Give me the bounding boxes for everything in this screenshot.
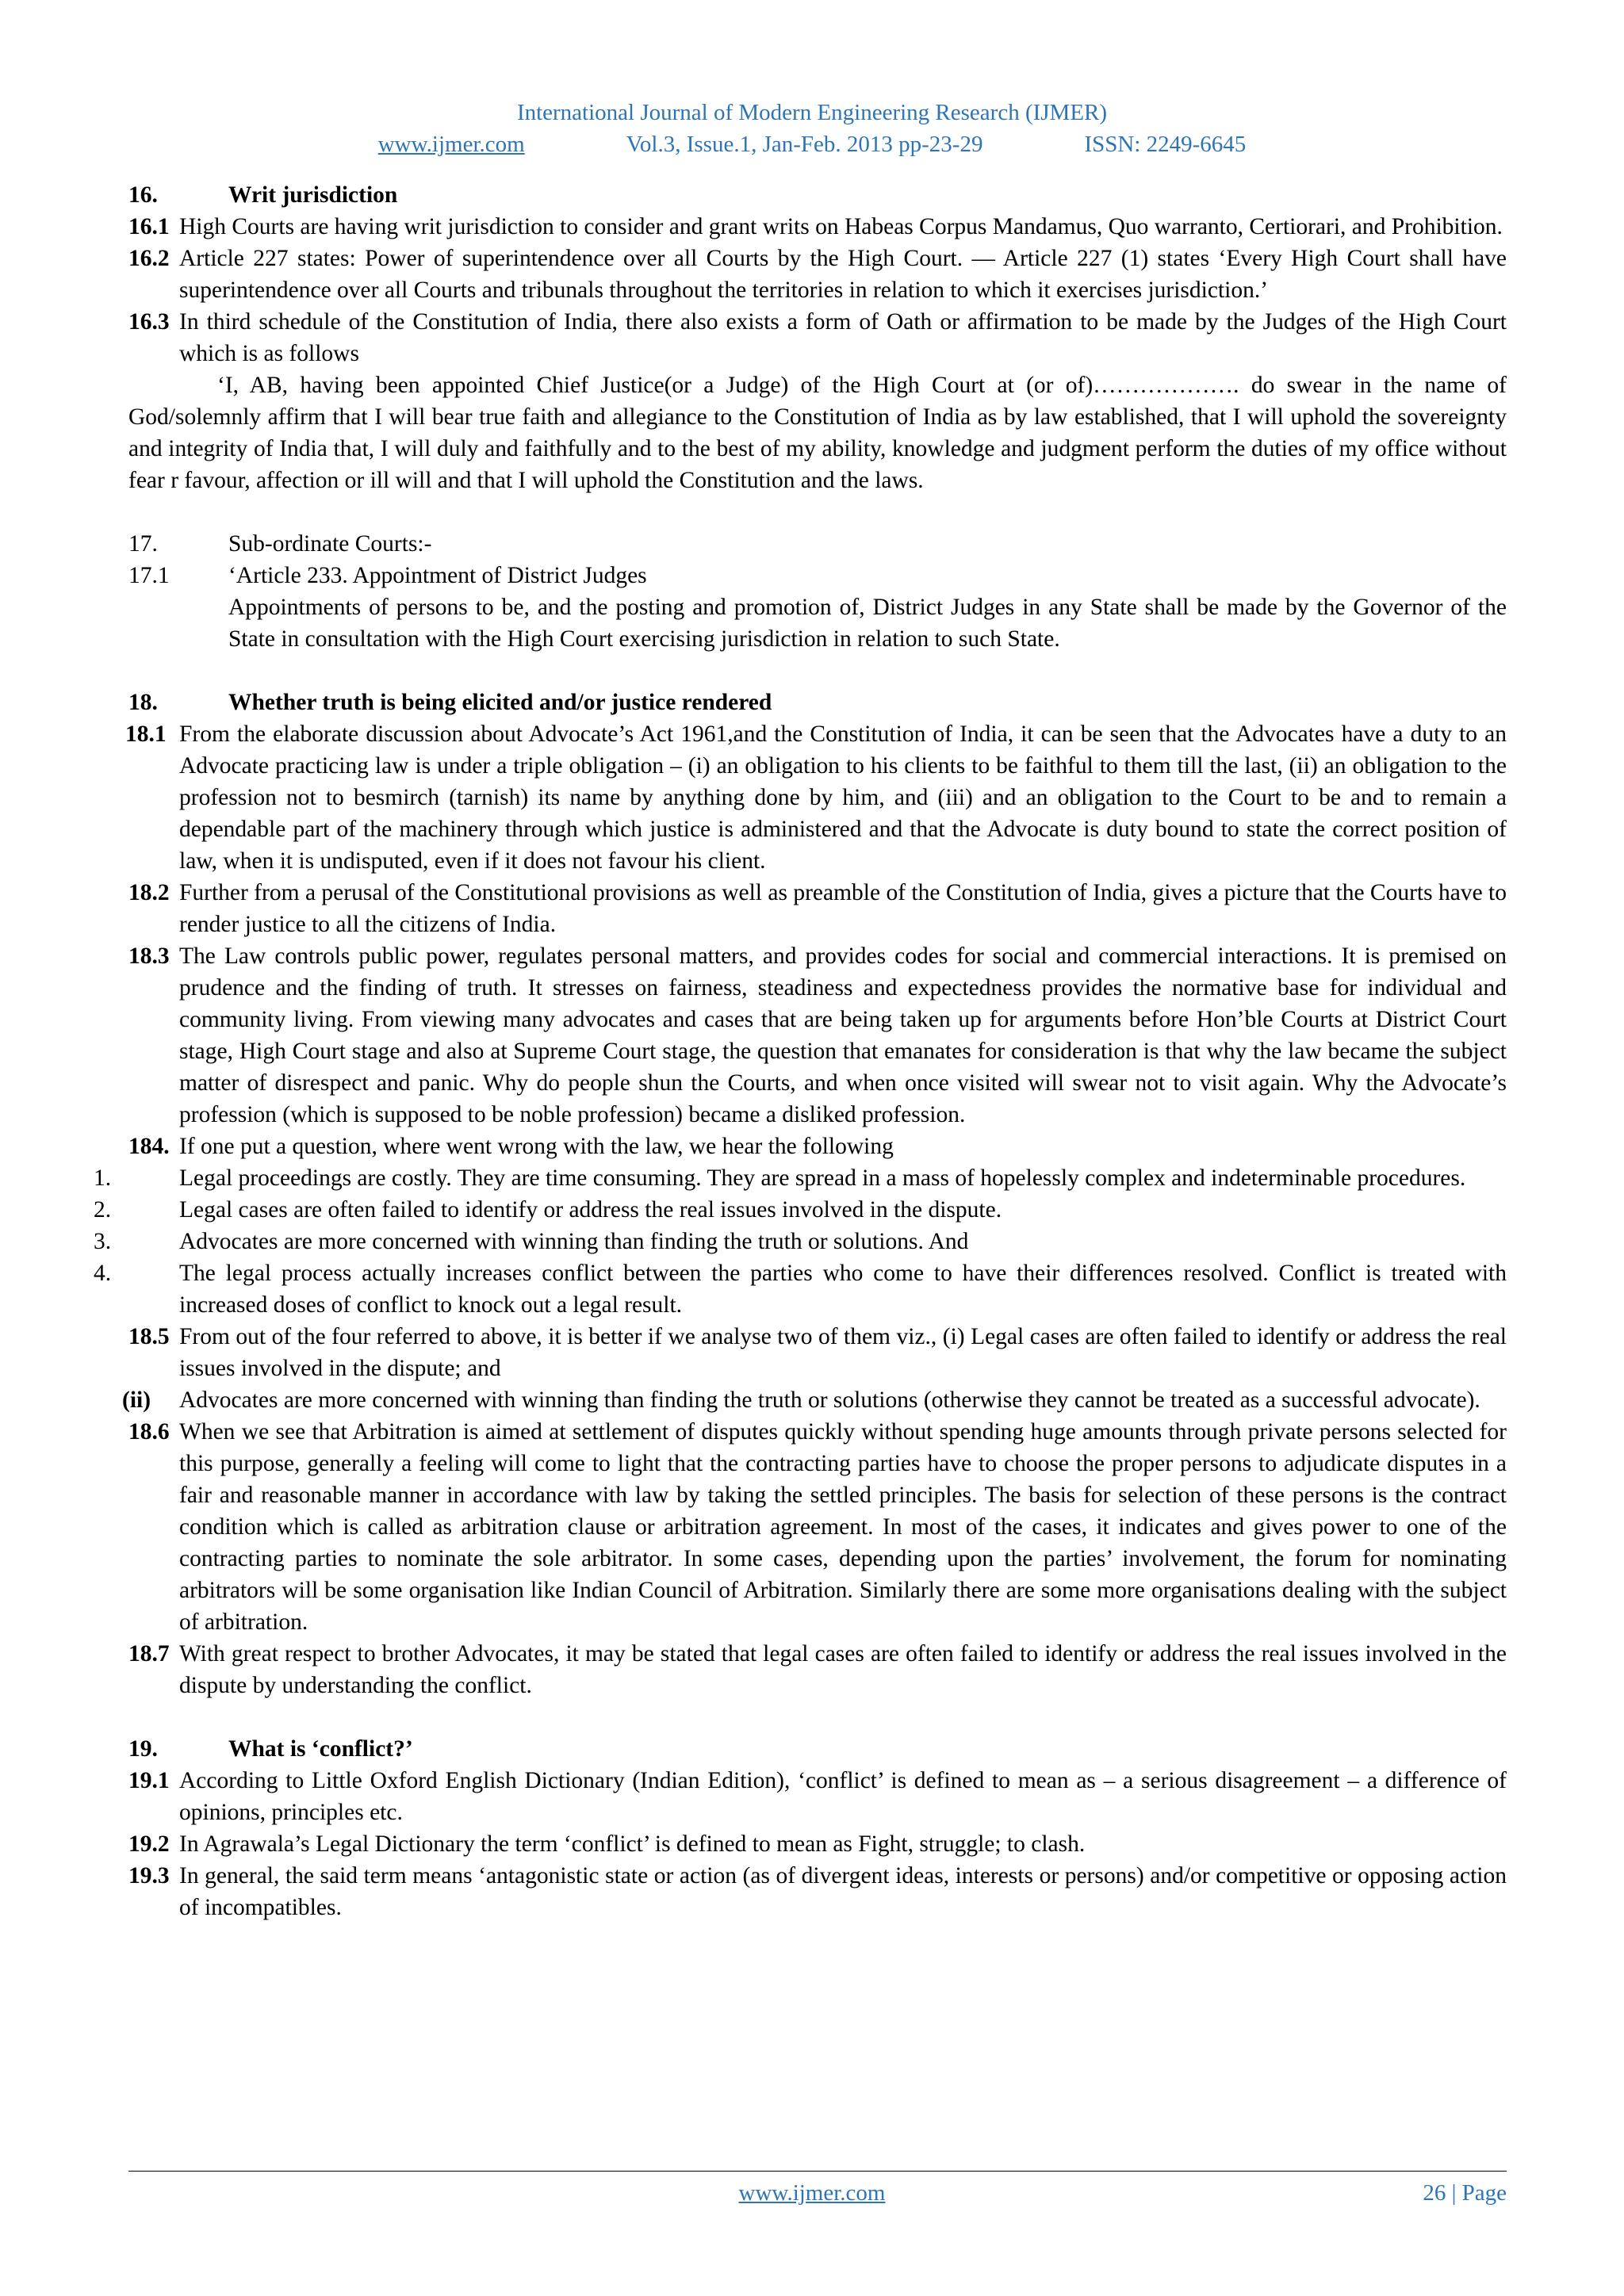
paragraph-number: (ii) bbox=[122, 1387, 151, 1413]
paragraph-18-5 bbox=[128, 1321, 1507, 1384]
paragraph-text: If one put a question, where went wrong with the law, we hear the following bbox=[179, 1134, 894, 1159]
paragraph-17-1 bbox=[128, 560, 1507, 655]
list-number: 1. bbox=[94, 1165, 112, 1191]
paragraph-number: 16.2 bbox=[128, 246, 170, 271]
paragraph-19-2 bbox=[128, 1828, 1507, 1860]
section-18-heading bbox=[128, 687, 1507, 718]
list-item bbox=[94, 1194, 1507, 1226]
paragraph-number: 19.2 bbox=[128, 1831, 170, 1857]
paragraph-text: From the elaborate discussion about Advocate’s Act 1961,and the Constitution of India, it can be seen that the Advocates have a duty to an Advocate practicing law is under a triple obligation – (i) an obligation to his clients to be faithful to them till the last, (ii) an obligation to the profession not to besmirch (tarnish) its name by anything done by him, and (iii) and an obligation to the Court to be and to remain a dependable part of the machinery through which justice is administered and that the Advocate is duty bound to state the correct position of law, when it is undisputed, even if it does not favour his client. bbox=[179, 721, 1507, 874]
paragraph-18-4 bbox=[128, 1131, 1507, 1162]
paragraph-number: 19.3 bbox=[128, 1863, 170, 1888]
list-item bbox=[94, 1162, 1507, 1194]
paragraph-text: High Courts are having writ jurisdiction to consider and grant writs on Habeas Corpus Mandamus, Quo warranto, Certiorari, and Prohibition. bbox=[179, 214, 1503, 239]
paragraph-number: 18.6 bbox=[128, 1419, 170, 1445]
section-16-heading bbox=[128, 179, 1507, 211]
footer-website bbox=[0, 2177, 1624, 2209]
list-number: 2. bbox=[94, 1197, 112, 1223]
paragraph-19-1 bbox=[128, 1765, 1507, 1828]
paragraph-text: The Law controls public power, regulates personal matters, and provides codes for social and commercial interactions. It is premised on prudence and the finding of truth. It stresses on fairness, steadiness and expectedness provides the normative base for individual and community living. From viewing many advocates and cases that are being taken up for arguments before Hon’ble Courts at District Court stage, High Court stage and also at Supreme Court stage, the question that emanates for consideration is that why the law became the subject matter of disrespect and panic. Why do people shun the Courts, and when once visited will swear not to visit again. Why the Advocate’s profession (which is supposed to be noble profession) became a disliked profession. bbox=[179, 943, 1507, 1127]
section-title: What is ‘conflict?’ bbox=[228, 1736, 413, 1762]
paragraph-16-3 bbox=[128, 306, 1507, 369]
paragraph-16-1 bbox=[128, 211, 1507, 243]
paragraph-text: According to Little Oxford English Dictionary (Indian Edition), ‘conflict’ is defined to mean as – a serious disagreement – a difference of opinions, principles etc. bbox=[179, 1768, 1507, 1825]
paragraph-16-2 bbox=[128, 243, 1507, 306]
footer-divider bbox=[128, 2171, 1507, 2172]
paragraph-19-3 bbox=[128, 1860, 1507, 1923]
paragraph-18-7 bbox=[128, 1638, 1507, 1701]
list-text: The legal process actually increases conflict between the parties who come to have their differences resolved. Conflict is treated with increased doses of conflict to knock out a legal result. bbox=[179, 1261, 1507, 1318]
paragraph-title: ‘Article 233. Appointment of District Judges bbox=[228, 563, 647, 588]
section-number: 16. bbox=[128, 182, 158, 208]
list-number: 3. bbox=[94, 1229, 112, 1254]
paragraph-text: Article 227 states: Power of superintendence over all Courts by the High Court. — Article 227 (1) states ‘Every High Court shall have superintendence over all Courts and tribunals throughout the territories in relation to which it exercises jurisdiction.’ bbox=[179, 246, 1507, 303]
paragraph-number: 18.2 bbox=[128, 880, 170, 905]
paragraph-number: 18.5 bbox=[128, 1324, 170, 1349]
paragraph-text: In Agrawala’s Legal Dictionary the term ‘conflict’ is defined to mean as Fight, struggle; to clash. bbox=[179, 1831, 1086, 1857]
paragraph-text: With great respect to brother Advocates, it may be stated that legal cases are often failed to identify or address the real issues involved in the dispute by understanding the conflict. bbox=[179, 1641, 1507, 1698]
footer-website-link[interactable]: www.ijmer.com bbox=[738, 2180, 886, 2206]
paragraph-number: 18.1 bbox=[125, 721, 167, 747]
paragraph-text: In third schedule of the Constitution of India, there also exists a form of Oath or affirmation to be made by the Judges of the High Court which is as follows bbox=[179, 309, 1507, 366]
section-title: Writ jurisdiction bbox=[228, 182, 398, 208]
paragraph-text: Advocates are more concerned with winning than finding the truth or solutions (otherwise they cannot be treated as a successful advocate). bbox=[179, 1387, 1480, 1413]
list-number: 4. bbox=[94, 1261, 112, 1286]
paragraph-text: In general, the said term means ‘antagonistic state or action (as of divergent ideas, interests or persons) and/or competitive or opposing action of incompatibles. bbox=[179, 1863, 1507, 1920]
section-title: Whether truth is being elicited and/or justice rendered bbox=[228, 690, 772, 715]
paragraph-text: Appointments of persons to be, and the posting and promotion of, District Judges in any State shall be made by the Governor of the State in consultation with the High Court exercising jurisdiction in relation to such State. bbox=[228, 595, 1507, 652]
paragraph-18-6 bbox=[128, 1416, 1507, 1638]
paragraph-18-1 bbox=[125, 718, 1507, 877]
section-number: 18. bbox=[128, 690, 158, 715]
list-text: Advocates are more concerned with winning than finding the truth or solutions. And bbox=[179, 1229, 969, 1254]
paragraph-number: 16.3 bbox=[128, 309, 170, 335]
paragraph-number: 18.7 bbox=[128, 1641, 170, 1667]
section-number: 19. bbox=[128, 1736, 158, 1762]
paragraph-number: 19.1 bbox=[128, 1768, 170, 1793]
paragraph-text: From out of the four referred to above, it is better if we analyse two of them viz., (i) Legal cases are often failed to identify or address the real issues involved in the dispute; and bbox=[179, 1324, 1507, 1381]
journal-title: International Journal of Modern Engineering Research (IJMER) bbox=[516, 100, 1108, 125]
paragraph-number: 184. bbox=[128, 1134, 170, 1159]
paragraph-18-5-ii bbox=[122, 1384, 1507, 1416]
list-text: Legal cases are often failed to identify or address the real issues involved in the dispute. bbox=[179, 1197, 1002, 1223]
header-meta bbox=[0, 128, 1624, 160]
paragraph-number: 17.1 bbox=[128, 563, 170, 588]
page-number: 26 | Page bbox=[1423, 2180, 1507, 2206]
paragraph-number: 18.3 bbox=[128, 943, 170, 969]
header-website-link[interactable]: www.ijmer.com bbox=[377, 132, 525, 157]
header-volume: Vol.3, Issue.1, Jan-Feb. 2013 pp-23-29 bbox=[626, 132, 983, 157]
list-text: Legal proceedings are costly. They are time consuming. They are spread in a mass of hopelessly complex and indeterminable procedures. bbox=[179, 1165, 1466, 1191]
section-17-heading bbox=[128, 528, 1507, 560]
paragraph-text: Further from a perusal of the Constitutional provisions as well as preamble of the Constitution of India, gives a picture that the Courts have to render justice to all the citizens of India. bbox=[179, 880, 1507, 937]
section-number: 17. bbox=[128, 531, 158, 557]
section-19-heading bbox=[128, 1733, 1507, 1765]
section-title: Sub-ordinate Courts:- bbox=[228, 531, 432, 557]
oath-text: ‘I, AB, having been appointed Chief Justice(or a Judge) of the High Court at (or of)………………. do swear in the name of God/solemnly affirm that I will bear true faith and allegiance to the Constitution of India as by law established, that I will uphold the sovereignty and integrity of India that, I will duly and faithfully and to the best of my ability, knowledge and judgment perform the duties of my office without fear r favour, affection or ill will and that I will uphold the Constitution and the laws. bbox=[128, 373, 1507, 493]
list-item bbox=[94, 1226, 1507, 1257]
header-issn: ISSN: 2249-6645 bbox=[1084, 132, 1247, 157]
paragraph-18-3 bbox=[128, 940, 1507, 1131]
article-body bbox=[94, 179, 1507, 1923]
list-item bbox=[94, 1257, 1507, 1321]
paragraph-number: 16.1 bbox=[128, 214, 170, 239]
paragraph-text: When we see that Arbitration is aimed at settlement of disputes quickly without spending huge amounts through private persons selected for this purpose, generally a feeling will come to light that the contracting parties have to choose the proper persons to adjudicate disputes in a fair and reasonable manner in accordance with law by taking the settled principles. The basis for selection of these persons is the contract condition which is called as arbitration clause or arbitration agreement. In most of the cases, it indicates and gives power to one of the contracting parties to nominate the sole arbitrator. In some cases, depending upon the parties’ involvement, the forum for nominating arbitrators will be some organisation like Indian Council of Arbitration. Similarly there are some more organisations dealing with the subject of arbitration. bbox=[179, 1419, 1507, 1635]
paragraph-18-2 bbox=[128, 877, 1507, 940]
